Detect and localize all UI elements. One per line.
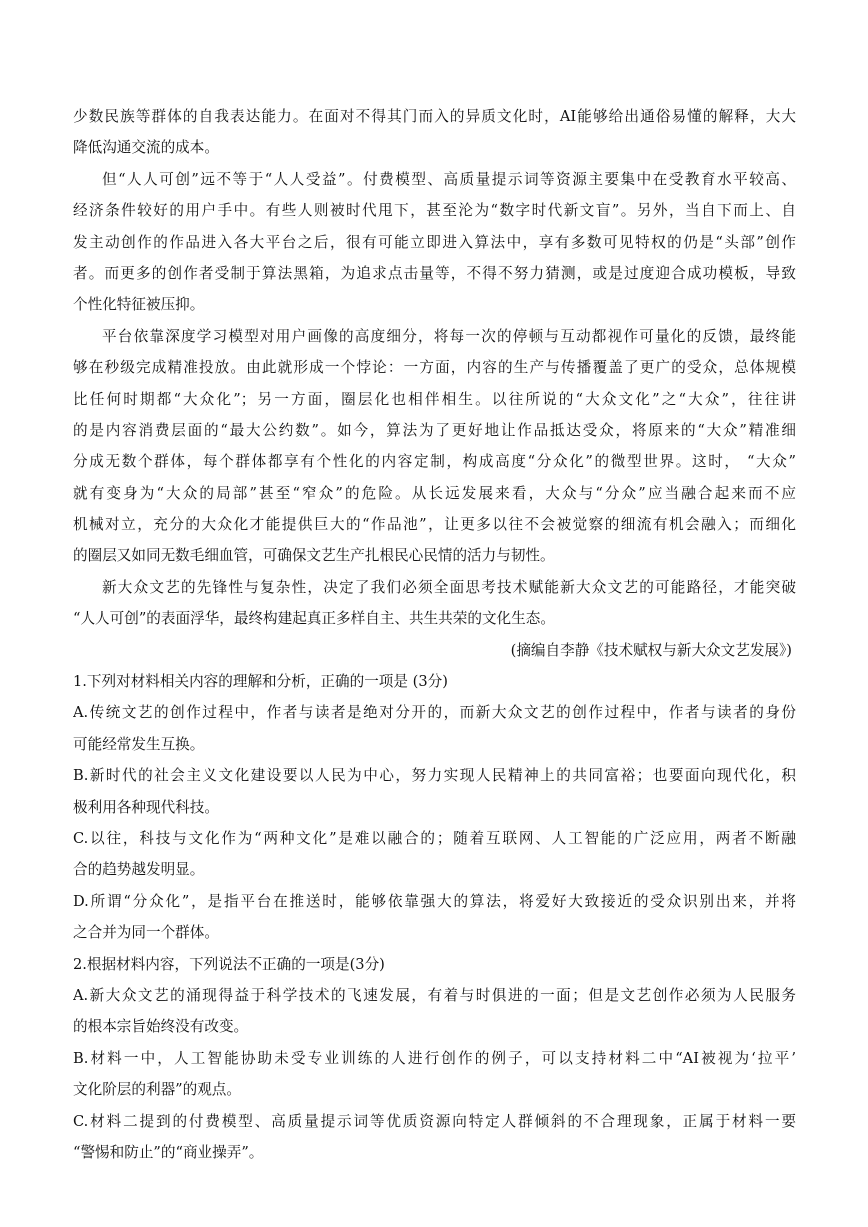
answer-option-line: 之合并为同一个群体。 (73, 924, 219, 942)
paragraph-line: 分成无数个群体，每个群体都享有个性化的内容定制，构成高度“分众化”的微型世界。这时， “大众” (73, 453, 796, 471)
answer-option-line: 的根本宗旨始终没有改变。 (73, 1018, 249, 1036)
paragraph-line: 新大众文艺的先锋性与复杂性，决定了我们必须全面思考技术赋能新大众文艺的可能路径，才能突破 (102, 578, 796, 596)
paragraph-line: 但“人人可创”远不等于“人人受益”。付费模型、高质量提示词等资源主要集中在受教育水平较高、 (102, 170, 796, 188)
answer-option-line: C.材料二提到的付费模型、高质量提示词等优质资源向特定人群倾斜的不合理现象，正属于材料一要 (73, 1112, 796, 1130)
source-citation: (摘编自李静《技术赋权与新大众文艺发展》) (510, 641, 792, 659)
document-body (73, 101, 796, 1168)
paragraph-line: 比任何时期都“大众化”；另一方面，圈层化也相伴相生。以往所说的“大众文化”之“大众”，往往讲 (73, 390, 796, 408)
paragraph-line: 平台依靠深度学习模型对用户画像的高度细分，将每一次的停顿与互动都视作可量化的反馈，最终能 (102, 327, 796, 345)
paragraph-line: “人人可创”的表面浮华，最终构建起真正多样自主、共生共荣的文化生态。 (73, 610, 555, 628)
paragraph-line: 少数民族等群体的自我表达能力。在面对不得其门而入的异质文化时，AI能够给出通俗易懂的解释，大大 (73, 108, 796, 125)
answer-option-line: D.所谓“分众化”，是指平台在推送时，能够依靠强大的算法，将爱好大致接近的受众识别出来，并将 (73, 892, 796, 910)
paragraph-line: 者。而更多的创作者受制于算法黑箱，为追求点击量等，不得不努力猜测，或是过度迎合成功模板，导致 (73, 264, 796, 282)
paragraph-line: 个性化特征被压抑。 (73, 296, 205, 314)
paragraph-line: 经济条件较好的用户手中。有些人则被时代甩下，甚至沦为“数字时代新文盲”。另外，当自下而上、自 (73, 202, 796, 220)
answer-option-line: C.以往，科技与文化作为“两种文化”是难以融合的；随着互联网、人工智能的广泛应用，两者不断融 (73, 829, 796, 847)
answer-option-line: “警惕和防止”的“商业操弄”。 (73, 1143, 264, 1161)
paragraph-line: 够在秒级完成精准投放。由此就形成一个悖论：一方面，内容的生产与传播覆盖了更广的受众，总体规模 (73, 359, 796, 377)
paragraph-line: 机械对立，充分的大众化才能提供巨大的“作品池”，让更多以往不会被觉察的细流有机会融入；而细化 (73, 516, 796, 534)
answer-option-line: 极利用各种现代科技。 (73, 798, 219, 816)
paragraph-line: 就有变身为“大众的局部”甚至“窄众”的危险。从长远发展来看，大众与“分众”应当融合起来而不应 (73, 484, 796, 502)
answer-option-line: A.传统文艺的创作过程中，作者与读者是绝对分开的，而新大众文艺的创作过程中，作者与读者的身份 (73, 704, 796, 722)
paragraph-line: 的是内容消费层面的“最大公约数”。如今，算法为了更好地让作品抵达受众，将原来的“大众”精准细 (73, 421, 796, 439)
answer-option-line: 文化阶层的利器”的观点。 (73, 1081, 241, 1099)
answer-option-line: A.新大众文艺的涌现得益于科学技术的飞速发展，有着与时俱进的一面；但是文艺创作必须为人民服务 (73, 986, 796, 1004)
answer-option-line: 可能经常发生互换。 (73, 735, 205, 753)
paragraph-line: 的圈层又如同无数毛细血管，可确保文艺生产扎根民心民情的活力与韧性。 (73, 547, 555, 565)
answer-option-line: B.材料一中，人工智能协助未受专业训练的人进行创作的例子，可以支持材料二中“AI被视为‘拉平’ (73, 1049, 796, 1067)
question-stem: 2.根据材料内容，下列说法不正确的一项是(3分) (73, 955, 385, 973)
paragraph-line: 降低沟通交流的成本。 (73, 139, 219, 157)
question-stem: 1.下列对材料相关内容的理解和分析，正确的一项是 (3分) (73, 673, 448, 691)
answer-option-line: B.新时代的社会主义文化建设要以人民为中心，努力实现人民精神上的共同富裕；也要面向现代化，积 (73, 767, 796, 785)
answer-option-line: 合的趋势越发明显。 (73, 861, 205, 879)
paragraph-line: 发主动创作的作品进入各大平台之后，很有可能立即进入算法中，享有多数可见特权的仍是“头部”创作 (73, 233, 796, 251)
